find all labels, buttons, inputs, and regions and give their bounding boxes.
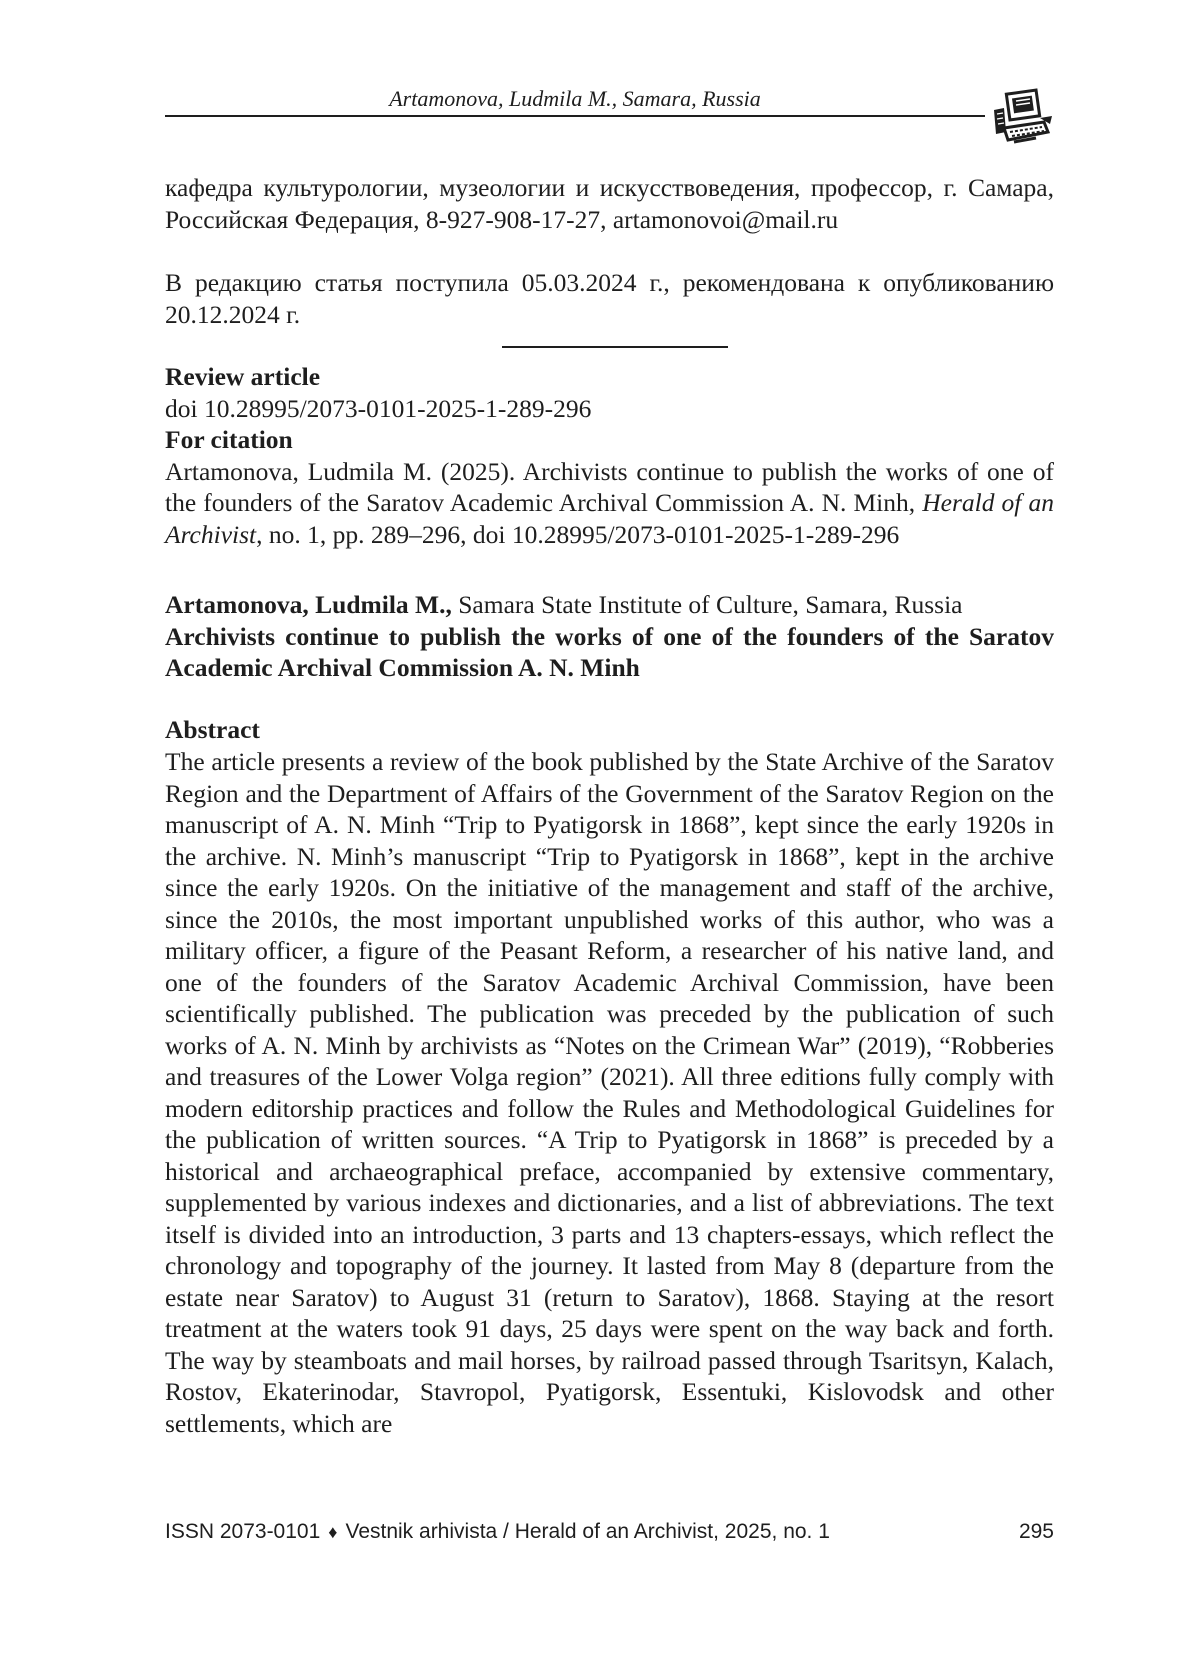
citation-journal: Herald of an Archivist bbox=[165, 488, 1054, 549]
footer-journal: Vestnik arhivista / Herald of an Archivist, 2025, no. 1 bbox=[345, 1520, 830, 1543]
author-block bbox=[165, 589, 1054, 684]
article-type: Review article bbox=[165, 362, 321, 391]
citation-text bbox=[165, 456, 1054, 551]
article-title: Archivists continue to publish the works of one of the founders of the Saratov Academic Archival Commission A. N. Minh bbox=[165, 621, 1054, 682]
author-institution: Samara State Institute of Culture, Samara, Russia bbox=[451, 590, 963, 619]
header-rule bbox=[165, 115, 985, 117]
received-date-ru: В редакцию статья поступила 05.03.2024 г., рекомендована к опубликованию 20.12.2024 г. bbox=[165, 268, 1054, 329]
article-meta bbox=[165, 361, 1054, 550]
citation-pre: Artamonova, Ludmila M. (2025). Archivists continue to publish the works of one of the founders of the Saratov Academic Archival Commission A. N. Minh, bbox=[165, 456, 1054, 517]
abstract-heading: Abstract bbox=[165, 715, 260, 744]
footer-citation bbox=[165, 1519, 830, 1545]
diamond-icon: ♦ bbox=[328, 1522, 338, 1542]
section-divider bbox=[502, 346, 728, 348]
archive-computer-logo-icon bbox=[990, 88, 1054, 148]
affiliation-ru: кафедра культурологии, музеологии и искусствоведения, профессор, г. Самара, Российская Федерация, 8-927-908-17-27, artamonovoi@mail.ru bbox=[165, 173, 1054, 234]
citation-post: , no. 1, pp. 289–296, doi 10.28995/2073-0101-2025-1-289-296 bbox=[256, 519, 900, 549]
footer-issn: ISSN 2073-0101 bbox=[165, 1520, 321, 1543]
running-head: Artamonova, Ludmila M., Samara, Russia bbox=[389, 86, 761, 111]
citation-label: For citation bbox=[165, 425, 293, 454]
doi: doi 10.28995/2073-0101-2025-1-289-296 bbox=[165, 393, 592, 423]
author-name: Artamonova, Ludmila M., bbox=[165, 590, 452, 619]
abstract-text: The article presents a review of the book published by the State Archive of the Saratov Region and the Department of Affairs of the Government of the Saratov Region on the manuscript of A. N. Minh “Trip to Pyatigorsk in 1868”, kept since the early 1920s in the archive. N. Minh’s manuscript “Trip to Pyatigorsk in 1868”, kept in the archive since the early 1920s. On the initiative of the management and staff of the archive, since the 2010s, the most important unpublished works of this author, who was a military officer, a figure of the Peasant Reform, a researcher of his native land, and one of the founders of the Saratov Academic Archival Commission, have been scientifically published. The publication was preceded by the publication of such works of A. N. Minh by archivists as “Notes on the Crimean War” (2019), “Robberies and treasures of the Lower Volga region” (2021). All three editions fully comply with modern editorship practices and follow the Rules and Methodological Guidelines for the publication of written sources. “A Trip to Pyatigorsk in 1868” is preceded by a historical and archaeographical preface, accompanied by extensive commentary, supplemented by various indexes and dictionaries, and a list of abbreviations. The text itself is divided into an introduction, 3 parts and 13 chapters-essays, which reflect the chronology and topography of the journey. It lasted from May 8 (departure from the estate near Saratov) to August 31 (return to Saratov), 1868. Staying at the resort treatment at the waters took 91 days, 25 days were spent on the way back and forth. The way by steamboats and mail horses, by railroad passed through Tsaritsyn, Kalach, Rostov, Ekaterinodar, Stavropol, Pyatigorsk, Essentuki, Kislovodsk and other settlements, which are bbox=[165, 747, 1054, 1438]
page-number: 295 bbox=[1018, 1520, 1054, 1543]
